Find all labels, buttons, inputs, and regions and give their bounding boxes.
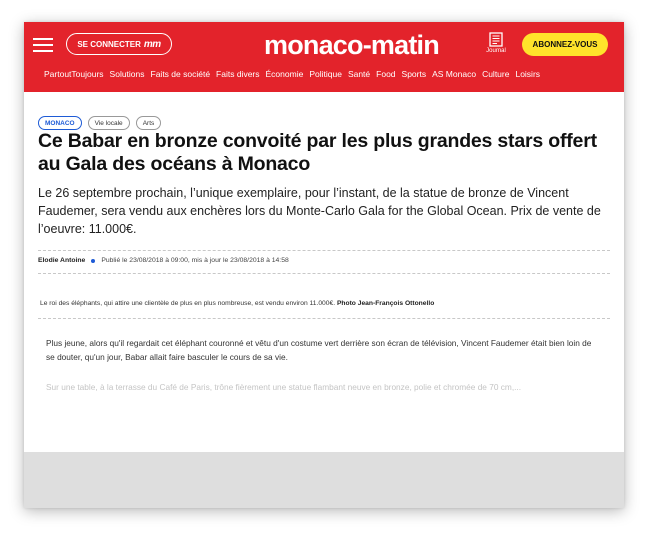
nav-item-food[interactable]: Food [376, 69, 396, 79]
main-nav [44, 69, 540, 79]
nav-item-partouttoujours[interactable]: PartoutToujours [44, 69, 104, 79]
article-tags [38, 116, 161, 130]
site-logo[interactable]: monaco-matin [264, 30, 439, 60]
tag-monaco[interactable]: MONACO [38, 116, 82, 130]
subscribe-button[interactable]: ABONNEZ-VOUS [522, 33, 608, 56]
nav-item-economie[interactable]: Économie [265, 69, 304, 79]
site-header [24, 22, 624, 92]
author-link[interactable]: Elodie Antoine [38, 257, 86, 264]
bullet-icon [91, 259, 95, 263]
tag-vie-locale[interactable]: Vie locale [88, 116, 130, 130]
menu-icon[interactable] [33, 38, 53, 52]
article-byline [38, 257, 289, 264]
article-lead: Le 26 septembre prochain, l’unique exemplaire, pour l’instant, de la statue de bronze de Vincent Faudemer, sera vendu aux enchères lors du Monte-Carlo Gala for the Global Ocean. Prix de vente de l’oeuvre: 11.000€. [38, 186, 601, 236]
newspaper-icon [488, 32, 504, 47]
journal-label: Journal [486, 48, 506, 54]
divider [38, 318, 610, 319]
caption-text: Le roi des éléphants, qui attire une clientèle de plus en plus nombreuse, est vendu environ 11.000€. [40, 300, 336, 307]
login-button[interactable] [66, 33, 172, 55]
mm-logo-icon: mm [143, 38, 161, 50]
photo-caption [40, 300, 434, 307]
nav-item-faits-divers[interactable]: Faits divers [216, 69, 260, 79]
journal-link[interactable] [482, 32, 510, 54]
publish-date: Publié le 23/08/2018 à 09:00, mis à jour le 23/08/2018 à 14:58 [101, 257, 289, 264]
paywall-overlay [24, 452, 624, 508]
nav-item-culture[interactable]: Culture [482, 69, 510, 79]
login-label: SE CONNECTER [77, 39, 141, 49]
article-paragraph: Plus jeune, alors qu'il regardait cet éléphant couronné et vêtu d'un costume vert derrière son écran de télévision, Vincent Faudemer était bien loin de se douter, qu'un jour, Babar allait faire basculer le cours de sa vie. [46, 338, 592, 362]
nav-item-sante[interactable]: Santé [347, 69, 371, 79]
article-paragraph-faded: Sur une table, à la terrasse du Café de Paris, trône fièrement une statue flambant neuve en bronze, polie et chromée de 70 cm,... [46, 382, 522, 392]
nav-item-faits-de-societe[interactable]: Faits de société [150, 69, 211, 79]
nav-item-sports[interactable]: Sports [401, 69, 427, 79]
divider [38, 250, 610, 251]
nav-item-loisirs[interactable]: Loisirs [515, 69, 541, 79]
browser-frame [24, 22, 624, 508]
article-title: Ce Babar en bronze convoité par les plus grandes stars offert au Gala des océans à Monaco [38, 130, 597, 175]
divider [38, 273, 610, 274]
nav-item-solutions[interactable]: Solutions [109, 69, 145, 79]
tag-arts[interactable]: Arts [136, 116, 162, 130]
photo-credit: Photo Jean-François Ottonello [336, 300, 435, 307]
nav-item-politique[interactable]: Politique [309, 69, 342, 79]
nav-item-as-monaco[interactable]: AS Monaco [432, 69, 477, 79]
